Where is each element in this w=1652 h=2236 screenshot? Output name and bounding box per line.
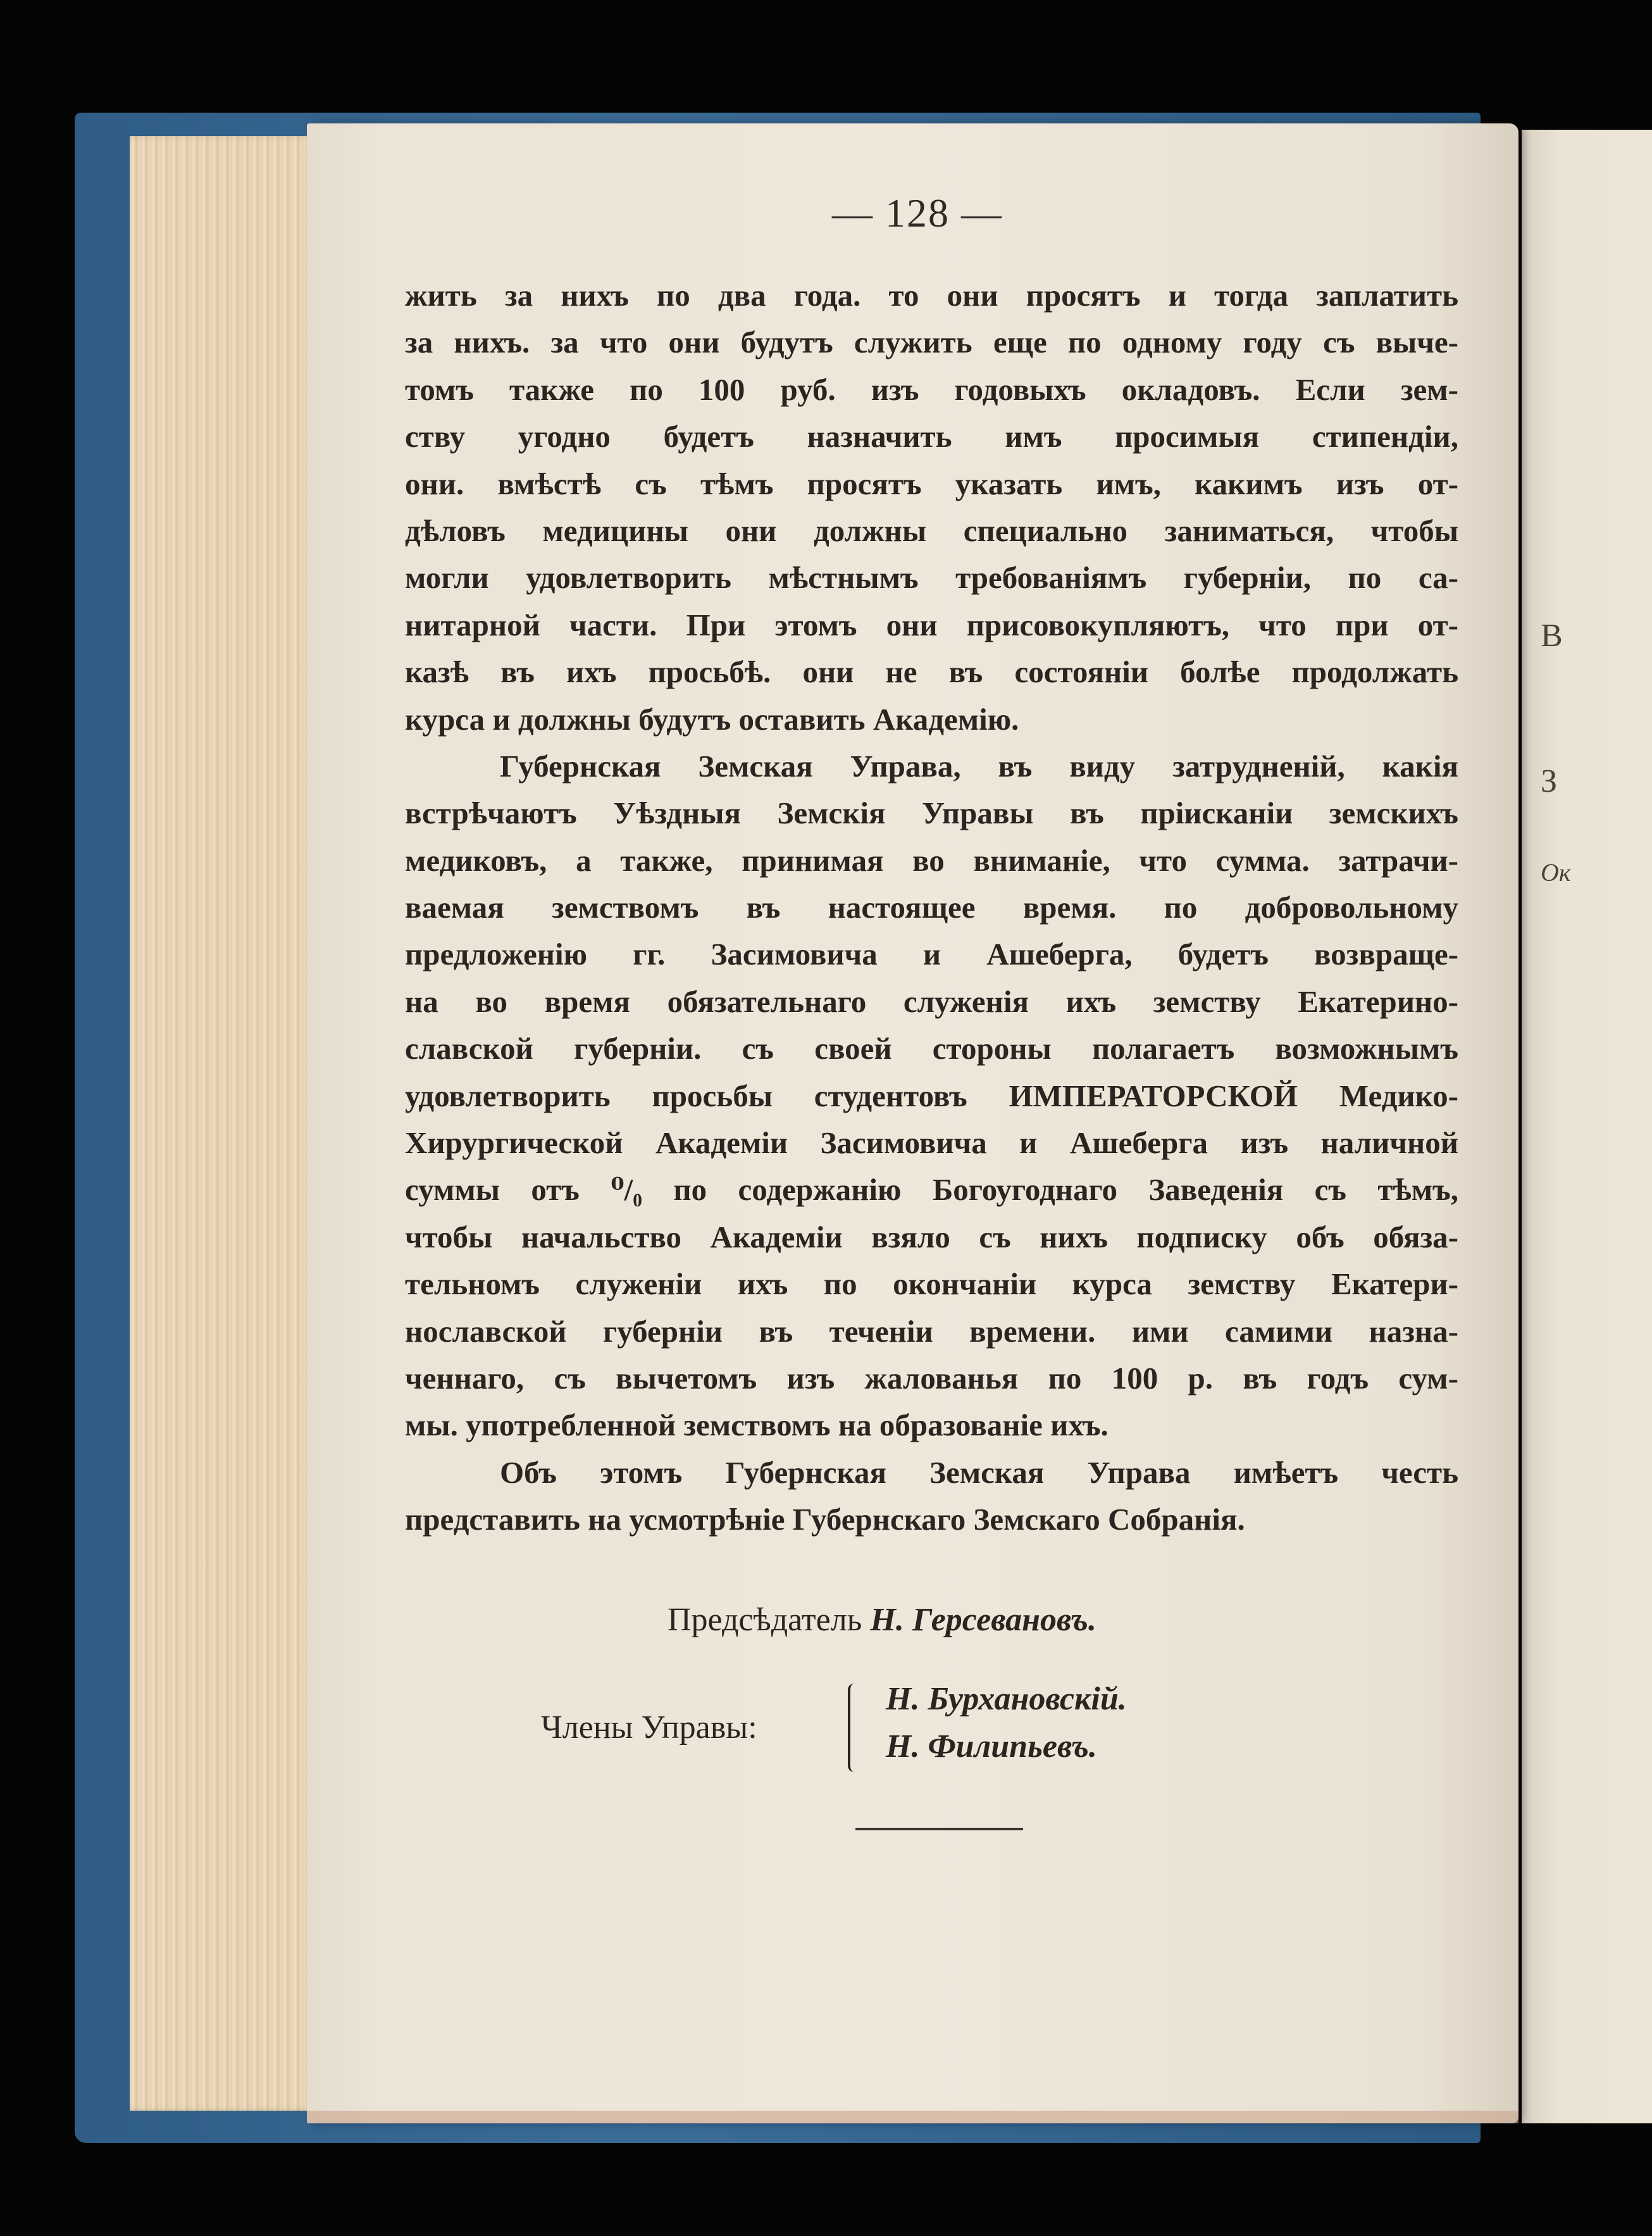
- chairman-signature: [668, 1601, 1096, 1639]
- text-line: удовлетворить просьбы студентовъ ИМПЕРАТОРСКОЙ Медико-: [405, 1078, 1458, 1113]
- facing-page: [1522, 130, 1652, 2123]
- member-2-name: Н. Филипьевъ.: [886, 1728, 1097, 1764]
- page-number: — 128 —: [832, 190, 1003, 235]
- text-line: томъ также по 100 руб. изъ годовыхъ окладовъ. Если зем-: [405, 372, 1458, 407]
- members-brace: [848, 1683, 859, 1772]
- text-line: ченнаго, съ вычетомъ изъ жалованья по 100 р. въ годъ сум-: [405, 1360, 1458, 1396]
- text-line: Хирургической Академіи Засимовича и Ашеберга изъ наличной: [405, 1125, 1458, 1161]
- chairman-label: Предсѣдатель: [668, 1602, 862, 1638]
- text-line: они. вмѣстѣ съ тѣмъ просятъ указать имъ, какимъ изъ от-: [405, 466, 1458, 501]
- facing-page-fragment: З: [1541, 763, 1558, 799]
- page-edge-tint: [307, 2111, 1518, 2123]
- facing-page-fragment: Ок: [1541, 858, 1571, 887]
- text-line: славской губерніи. съ своей стороны полагаетъ возможнымъ: [405, 1031, 1458, 1066]
- text-line: курса и должны будутъ оставить Академію.: [405, 701, 1019, 737]
- text-line: представить на усмотрѣніе Губернскаго Земскаго Собранія.: [405, 1502, 1245, 1537]
- text-line: за нихъ. за что они будутъ служить еще по одному году съ выче-: [405, 325, 1458, 360]
- members-label: Члены Управы:: [541, 1709, 757, 1746]
- closing-rule: [855, 1828, 1023, 1830]
- text-line: предложенію гг. Засимовича и Ашеберга, будетъ возвраще-: [405, 937, 1458, 972]
- text-line: на во время обязательнаго служенія ихъ земству Екатерино-: [405, 984, 1458, 1019]
- text-line: мы. употребленной земствомъ на образованіе ихъ.: [405, 1408, 1109, 1443]
- page-edges: [130, 136, 326, 2111]
- text-line: медиковъ, а также, принимая во вниманіе, что сумма. затрачи-: [405, 842, 1458, 878]
- text-line: ству угодно будетъ назначить имъ просимыя стипендіи,: [405, 419, 1458, 454]
- text-line: дѣловъ медицины они должны специально заниматься, чтобы: [405, 513, 1458, 548]
- member-1-name: Н. Бурхановскій.: [886, 1681, 1127, 1717]
- text-line: тельномъ служеніи ихъ по окончаніи курса земству Екатери-: [405, 1266, 1458, 1302]
- body-text: [405, 272, 1458, 1544]
- text-line: казѣ въ ихъ просьбѣ. они не въ состояніи болѣе продолжать: [405, 654, 1458, 690]
- text-line: Губернская Земская Управа, въ виду затрудненій, какія: [500, 748, 1458, 784]
- text-line: чтобы начальство Академіи взяло съ нихъ подписку объ обяза-: [405, 1219, 1458, 1254]
- text-line: могли удовлетворить мѣстнымъ требованіямъ губерніи, по са-: [405, 560, 1458, 596]
- text-line: суммы отъ ⁰/₀ по содержанію Богоугоднаго Заведенія съ тѣмъ,: [405, 1172, 1458, 1208]
- text-line: нитарной части. При этомъ они присовокупляютъ, что при от-: [405, 607, 1458, 642]
- text-line: жить за нихъ по два года. то они просятъ и тогда заплатить: [405, 278, 1458, 313]
- text-line: Объ этомъ Губернская Земская Управа имѣетъ честь: [500, 1454, 1458, 1490]
- text-line: ваемая земствомъ въ настоящее время. по добровольному: [405, 890, 1458, 925]
- facing-page-fragment: В: [1541, 618, 1563, 654]
- text-line: нославской губерніи въ теченіи времени. ими самими назна-: [405, 1313, 1458, 1349]
- text-line: встрѣчаютъ Уѣздныя Земскія Управы въ пріисканіи земскихъ: [405, 796, 1458, 831]
- chairman-name: Н. Герсевановъ.: [870, 1602, 1096, 1638]
